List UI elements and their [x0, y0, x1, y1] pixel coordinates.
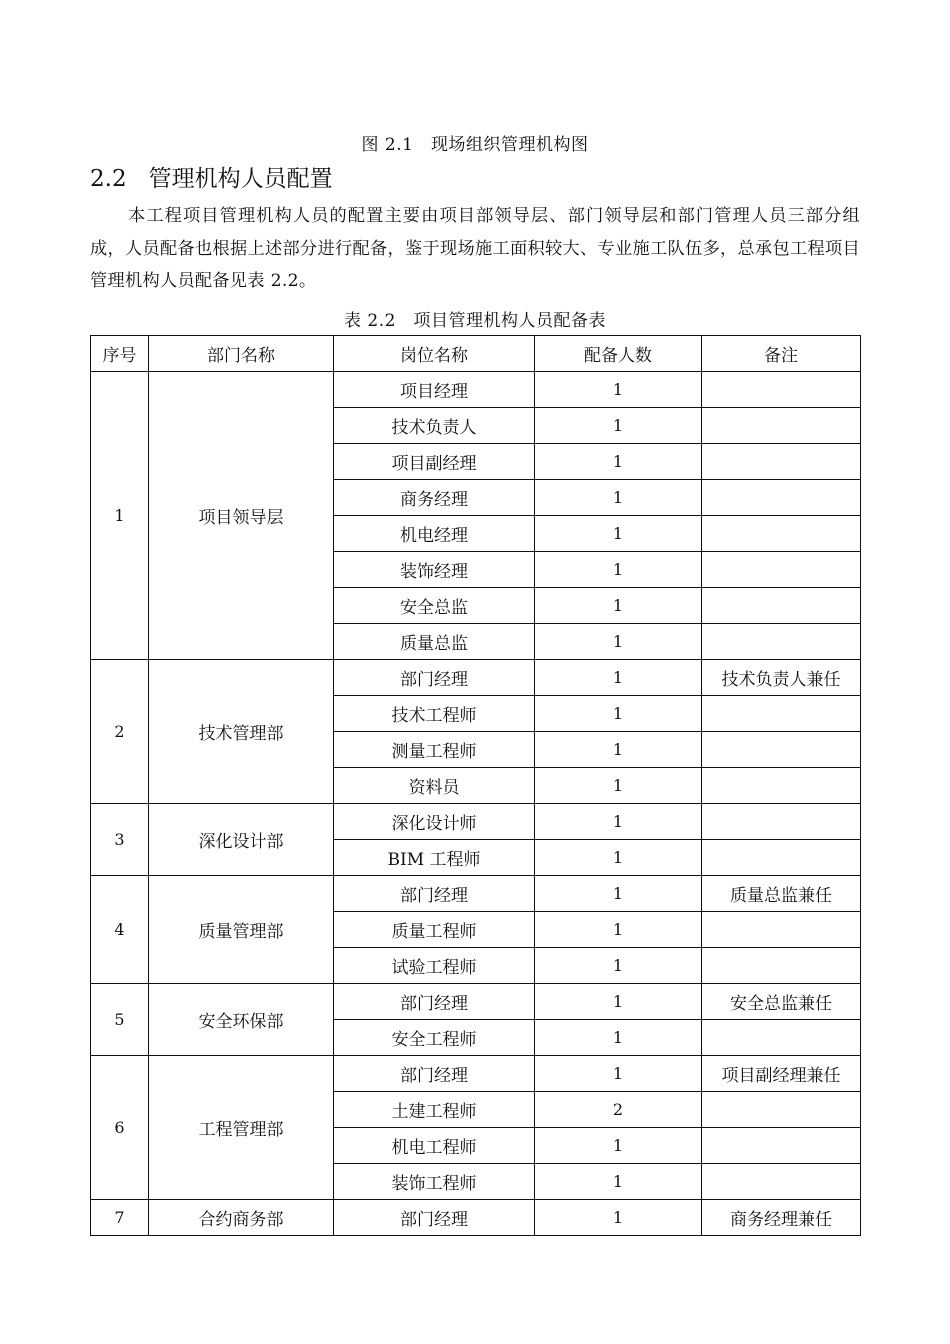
cell-note: 质量总监兼任: [702, 876, 861, 912]
cell-count: 1: [535, 516, 702, 552]
cell-note: 安全总监兼任: [702, 984, 861, 1020]
cell-count: 1: [535, 408, 702, 444]
cell-position: 部门经理: [334, 984, 535, 1020]
table-row: [91, 1056, 861, 1092]
cell-count: 1: [535, 1056, 702, 1092]
cell-count: 1: [535, 1020, 702, 1056]
cell-count: 1: [535, 876, 702, 912]
cell-position: 土建工程师: [334, 1092, 535, 1128]
cell-note: [702, 552, 861, 588]
cell-index: 5: [91, 984, 149, 1056]
cell-count: 1: [535, 1164, 702, 1200]
cell-department: 深化设计部: [149, 804, 334, 876]
cell-count: 1: [535, 948, 702, 984]
cell-position: 装饰经理: [334, 552, 535, 588]
cell-count: 1: [535, 840, 702, 876]
cell-note: [702, 840, 861, 876]
cell-department: 工程管理部: [149, 1056, 334, 1200]
cell-index: 2: [91, 660, 149, 804]
header-count: 配备人数: [535, 336, 702, 372]
table-row: [91, 984, 861, 1020]
cell-department: 项目领导层: [149, 372, 334, 660]
cell-position: 项目副经理: [334, 444, 535, 480]
cell-count: 1: [535, 696, 702, 732]
cell-position: 技术工程师: [334, 696, 535, 732]
cell-note: [702, 1020, 861, 1056]
section-number: 2.2: [90, 166, 127, 192]
cell-count: 1: [535, 912, 702, 948]
cell-count: 2: [535, 1092, 702, 1128]
cell-note: [702, 624, 861, 660]
cell-note: [702, 1092, 861, 1128]
cell-department: 质量管理部: [149, 876, 334, 984]
table-row: [91, 372, 861, 408]
cell-count: 1: [535, 480, 702, 516]
cell-position: 资料员: [334, 768, 535, 804]
table-row: [91, 876, 861, 912]
cell-position: 技术负责人: [334, 408, 535, 444]
cell-note: [702, 768, 861, 804]
header-note: 备注: [702, 336, 861, 372]
cell-department: 安全环保部: [149, 984, 334, 1056]
cell-position: 项目经理: [334, 372, 535, 408]
cell-count: 1: [535, 984, 702, 1020]
cell-note: [702, 948, 861, 984]
cell-position: 测量工程师: [334, 732, 535, 768]
header-position: 岗位名称: [334, 336, 535, 372]
cell-note: [702, 912, 861, 948]
cell-note: [702, 588, 861, 624]
cell-index: 7: [91, 1200, 149, 1236]
header-index: 序号: [91, 336, 149, 372]
cell-position: 质量总监: [334, 624, 535, 660]
cell-count: 1: [535, 732, 702, 768]
cell-note: [702, 408, 861, 444]
cell-count: 1: [535, 1128, 702, 1164]
header-department: 部门名称: [149, 336, 334, 372]
cell-count: 1: [535, 660, 702, 696]
cell-position: 机电工程师: [334, 1128, 535, 1164]
cell-position: 部门经理: [334, 660, 535, 696]
cell-position: BIM 工程师: [334, 840, 535, 876]
cell-count: 1: [535, 372, 702, 408]
cell-count: 1: [535, 552, 702, 588]
cell-index: 4: [91, 876, 149, 984]
cell-index: 6: [91, 1056, 149, 1200]
cell-position: 安全总监: [334, 588, 535, 624]
cell-note: [702, 1128, 861, 1164]
cell-position: 部门经理: [334, 876, 535, 912]
table-header-row: [91, 336, 861, 372]
cell-department: 合约商务部: [149, 1200, 334, 1236]
intro-paragraph: 本工程项目管理机构人员的配置主要由项目部领导层、部门领导层和部门管理人员三部分组成，人员配备也根据上述部分进行配备，鉴于现场施工面积较大、专业施工队伍多，总承包工程项目管理机构人员配备见表 2.2。: [90, 206, 860, 291]
cell-position: 机电经理: [334, 516, 535, 552]
cell-note: [702, 480, 861, 516]
cell-note: 技术负责人兼任: [702, 660, 861, 696]
staffing-table: [90, 335, 861, 1236]
cell-count: 1: [535, 588, 702, 624]
cell-position: 深化设计师: [334, 804, 535, 840]
cell-position: 部门经理: [334, 1200, 535, 1236]
cell-count: 1: [535, 804, 702, 840]
cell-count: 1: [535, 768, 702, 804]
cell-position: 装饰工程师: [334, 1164, 535, 1200]
table-caption: 表 2.2 项目管理机构人员配备表: [344, 311, 606, 331]
cell-position: 部门经理: [334, 1056, 535, 1092]
figure-caption: 图 2.1 现场组织管理机构图: [361, 135, 589, 155]
cell-department: 技术管理部: [149, 660, 334, 804]
cell-count: 1: [535, 624, 702, 660]
section-heading: [90, 162, 333, 196]
cell-position: 商务经理: [334, 480, 535, 516]
cell-count: 1: [535, 444, 702, 480]
table-body: [91, 372, 861, 1236]
cell-position: 试验工程师: [334, 948, 535, 984]
cell-note: [702, 1164, 861, 1200]
cell-note: [702, 516, 861, 552]
cell-count: 1: [535, 1200, 702, 1236]
section-title: 管理机构人员配置: [148, 166, 333, 192]
table-row: [91, 660, 861, 696]
cell-note: 项目副经理兼任: [702, 1056, 861, 1092]
table-row: [91, 804, 861, 840]
cell-position: 质量工程师: [334, 912, 535, 948]
cell-note: [702, 444, 861, 480]
cell-index: 3: [91, 804, 149, 876]
table-row: [91, 1200, 861, 1236]
cell-position: 安全工程师: [334, 1020, 535, 1056]
cell-note: [702, 732, 861, 768]
cell-note: [702, 372, 861, 408]
cell-note: 商务经理兼任: [702, 1200, 861, 1236]
cell-note: [702, 804, 861, 840]
cell-note: [702, 696, 861, 732]
cell-index: 1: [91, 372, 149, 660]
